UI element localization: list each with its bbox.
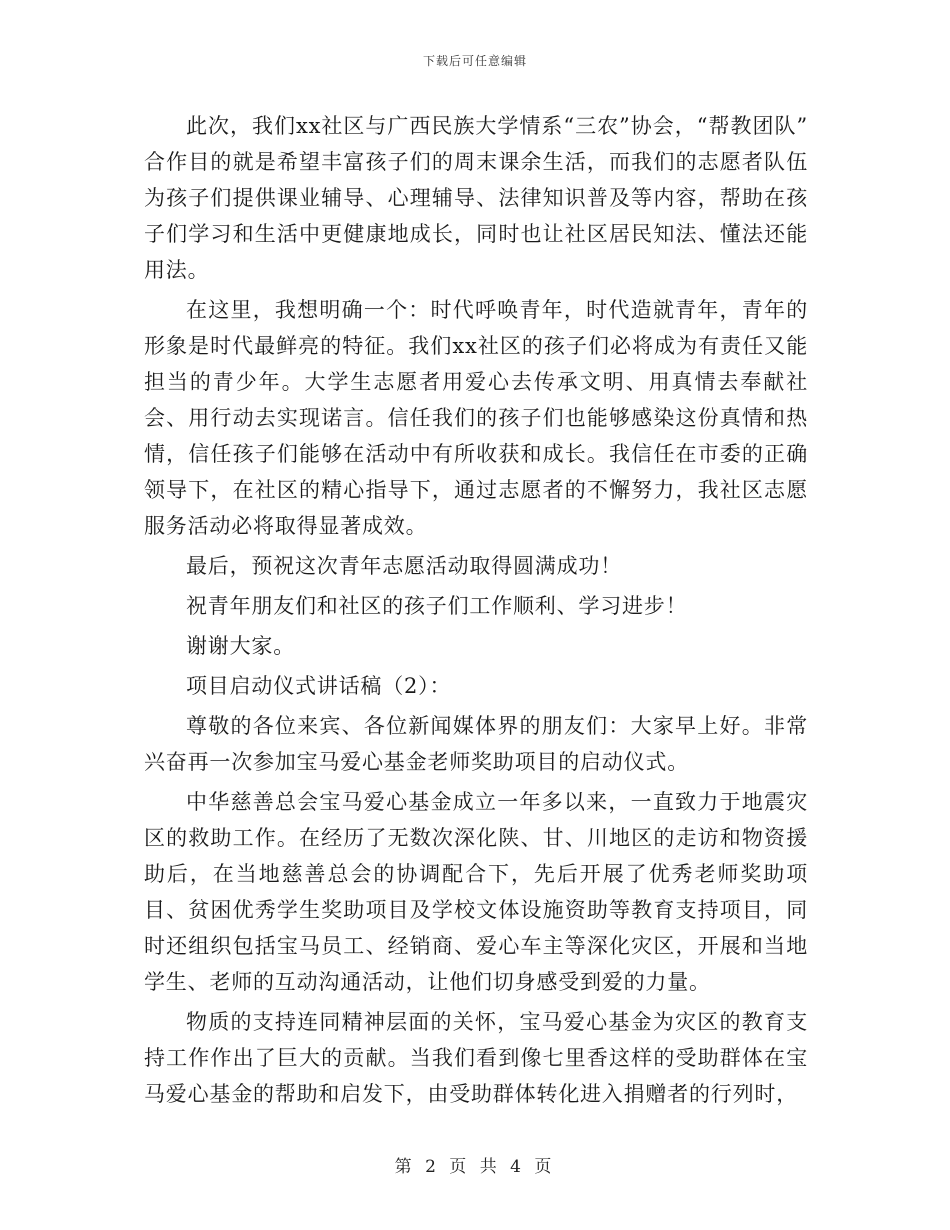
document-body bbox=[144, 108, 808, 1112]
paragraph: 尊敬的各位来宾、各位新闻媒体界的朋友们：大家早上好。非常兴奋再一次参加宝马爱心基金老师奖助项目的启动仪式。 bbox=[144, 714, 808, 774]
paragraph: 此次，我们xx社区与广西民族大学情系“三农”协会，“帮教团队” 合作目的就是希望丰富孩子们的周末课余生活，而我们的志愿者队伍为孩子们提供课业辅导、心理辅导、法律知识普及等内容，帮助在孩子们学习和生活中更健康地成长，同时也让社区居民知法、懂法还能用法。 bbox=[144, 114, 808, 282]
paragraph: 祝青年朋友们和社区的孩子们工作顺利、学习进步！ bbox=[186, 594, 688, 618]
page-header-note: 下载后可任意编辑 bbox=[422, 54, 527, 68]
paragraph: 物质的支持连同精神层面的关怀，宝马爱心基金为灾区的教育支持工作作出了巨大的贡献。当我们看到像七里香这样的受助群体在宝马爱心基金的帮助和启发下，由受助群体转化进入捐赠者的行列时， bbox=[144, 1010, 808, 1106]
page-footer-number: 第 2 页 共 4 页 bbox=[394, 1157, 556, 1177]
section-heading: 项目启动仪式讲话稿（2）： bbox=[186, 674, 452, 698]
paragraph: 中华慈善总会宝马爱心基金成立一年多以来，一直致力于地震灾区的救助工作。在经历了无数次深化陕、甘、川地区的走访和物资援助后，在当地慈善总会的协调配合下，先后开展了优秀老师奖助项目、贫困优秀学生奖助项目及学校文体设施资助等教育支持项目，同时还组织包括宝马员工、经销商、爱心车主等深化灾区，开展和当地学生、老师的互动沟通活动，让他们切身感受到爱的力量。 bbox=[144, 790, 808, 994]
paragraph: 在这里，我想明确一个：时代呼唤青年，时代造就青年，青年的形象是时代最鲜亮的特征。我们xx社区的孩子们必将成为有责任又能担当的青少年。大学生志愿者用爱心去传承文明、用真情去奉献社会、用行动去实现诺言。信任我们的孩子们也能够感染这份真情和热情，信任孩子们能够在活动中有所收获和成长。我信任在市委的正确领导下，在社区的精心指导下，通过志愿者的不懈努力，我社区志愿服务活动必将取得显著成效。 bbox=[144, 298, 808, 538]
paragraph: 谢谢大家。 bbox=[186, 634, 295, 658]
paragraph: 最后，预祝这次青年志愿活动取得圆满成功！ bbox=[186, 554, 622, 578]
